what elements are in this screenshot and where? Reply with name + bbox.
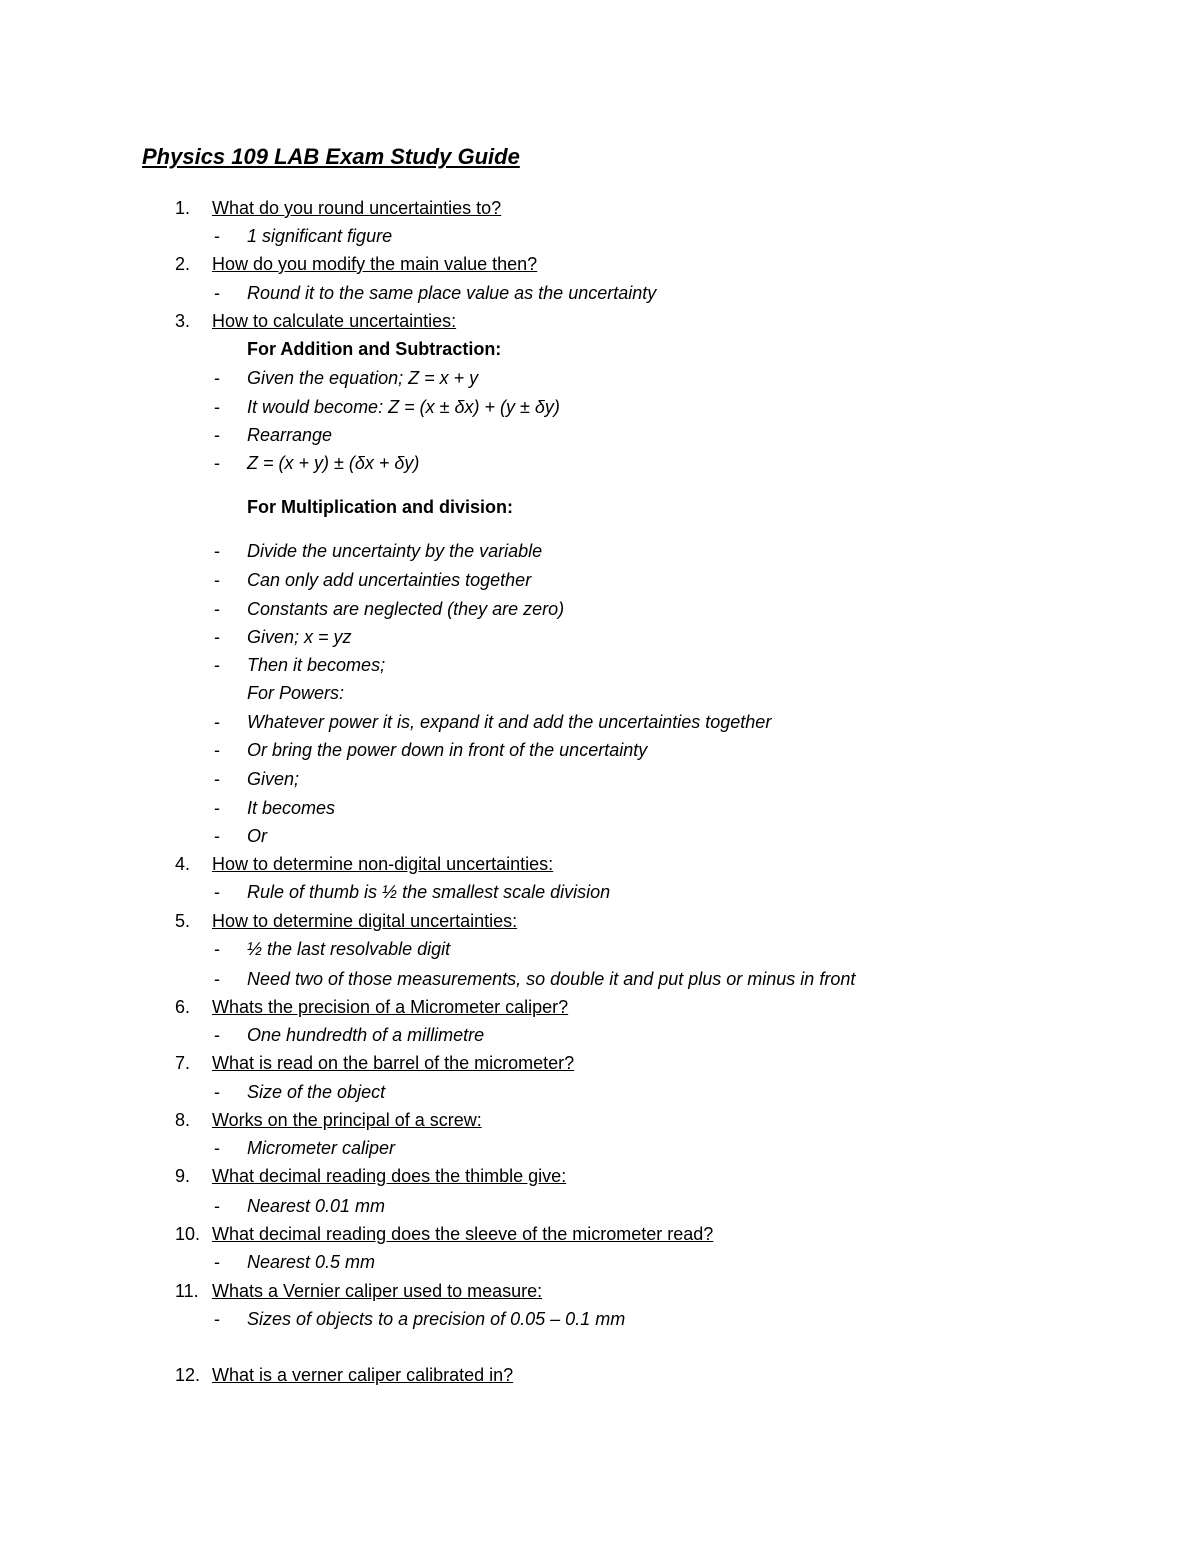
answer-text: Can only add uncertainties together [247, 570, 532, 590]
bullet-dash: - [214, 712, 220, 732]
bullet-dash: - [214, 368, 220, 388]
bullet-dash: - [214, 1082, 220, 1102]
subheading-text: For Addition and Subtraction: [247, 339, 502, 359]
answer-text: Constants are neglected (they are zero) [247, 599, 565, 619]
bullet-dash: - [214, 226, 220, 246]
question-number: 12. [175, 1365, 201, 1385]
answer-text: Given the equation; Z = x + y [247, 368, 479, 388]
subheading-text: For Powers: [247, 683, 345, 703]
question-number: 1. [175, 198, 191, 218]
bullet-dash: - [214, 1196, 220, 1216]
answer-text: Rule of thumb is ½ the smallest scale division [247, 882, 611, 902]
question-number: 10. [175, 1224, 201, 1244]
answer-text: Z = (x + y) ± (δx + δy) [247, 453, 420, 473]
bullet-dash: - [214, 1252, 220, 1272]
question-number: 4. [175, 854, 191, 874]
answer-text: One hundredth of a millimetre [247, 1025, 485, 1045]
bullet-dash: - [214, 570, 220, 590]
bullet-dash: - [214, 541, 220, 561]
question-text: Whats a Vernier caliper used to measure: [212, 1281, 543, 1301]
question-number: 9. [175, 1166, 191, 1186]
bullet-dash: - [214, 769, 220, 789]
question-number: 7. [175, 1053, 191, 1073]
question-number: 3. [175, 311, 191, 331]
bullet-dash: - [214, 425, 220, 445]
question-text: How to determine non-digital uncertainties: [212, 854, 554, 874]
bullet-dash: - [214, 740, 220, 760]
answer-text: 1 significant figure [247, 226, 393, 246]
bullet-dash: - [214, 798, 220, 818]
bullet-dash: - [214, 453, 220, 473]
answer-text: Given; [247, 769, 300, 789]
answer-text: ½ the last resolvable digit [247, 939, 451, 959]
bullet-dash: - [214, 397, 220, 417]
question-number: 8. [175, 1110, 191, 1130]
answer-text: Divide the uncertainty by the variable [247, 541, 543, 561]
question-text: What decimal reading does the thimble give: [212, 1166, 567, 1186]
question-number: 11. [175, 1281, 199, 1301]
answer-text: Nearest 0.5 mm [247, 1252, 376, 1272]
bullet-dash: - [214, 1025, 220, 1045]
bullet-dash: - [214, 655, 220, 675]
answer-text: Whatever power it is, expand it and add the uncertainties together [247, 712, 772, 732]
question-number: 6. [175, 997, 191, 1017]
answer-text: Given; x = yz [247, 627, 352, 647]
subheading-text: For Multiplication and division: [247, 497, 513, 517]
bullet-dash: - [214, 599, 220, 619]
question-text: How do you modify the main value then? [212, 254, 538, 274]
document-title: Physics 109 LAB Exam Study Guide [142, 144, 520, 169]
bullet-dash: - [214, 826, 220, 846]
question-text: Whats the precision of a Micrometer caliper? [212, 997, 569, 1017]
question-text: What is read on the barrel of the micrometer? [212, 1053, 575, 1073]
question-number: 2. [175, 254, 191, 274]
answer-text: Need two of those measurements, so double it and put plus or minus in front [247, 969, 856, 989]
answer-text: Or [247, 826, 267, 846]
answer-text: It would become: Z = (x ± δx) + (y ± δy) [247, 397, 560, 417]
question-text: What do you round uncertainties to? [212, 198, 502, 218]
bullet-dash: - [214, 627, 220, 647]
answer-text: Nearest 0.01 mm [247, 1196, 386, 1216]
answer-text: Round it to the same place value as the uncertainty [247, 283, 657, 303]
question-text: How to determine digital uncertainties: [212, 911, 518, 931]
answer-text: Rearrange [247, 425, 333, 445]
bullet-dash: - [214, 1138, 220, 1158]
question-text: Works on the principal of a screw: [212, 1110, 482, 1130]
question-text: What is a verner caliper calibrated in? [212, 1365, 514, 1385]
answer-text: Sizes of objects to a precision of 0.05 – 0.1 mm [247, 1309, 626, 1329]
question-text: What decimal reading does the sleeve of the micrometer read? [212, 1224, 714, 1244]
bullet-dash: - [214, 939, 220, 959]
answer-text: It becomes [247, 798, 336, 818]
question-text: How to calculate uncertainties: [212, 311, 457, 331]
answer-text: Micrometer caliper [247, 1138, 396, 1158]
question-number: 5. [175, 911, 191, 931]
bullet-dash: - [214, 283, 220, 303]
answer-text: Then it becomes; [247, 655, 386, 675]
answer-text: Or bring the power down in front of the uncertainty [247, 740, 648, 760]
bullet-dash: - [214, 882, 220, 902]
bullet-dash: - [214, 969, 220, 989]
bullet-dash: - [214, 1309, 220, 1329]
answer-text: Size of the object [247, 1082, 386, 1102]
